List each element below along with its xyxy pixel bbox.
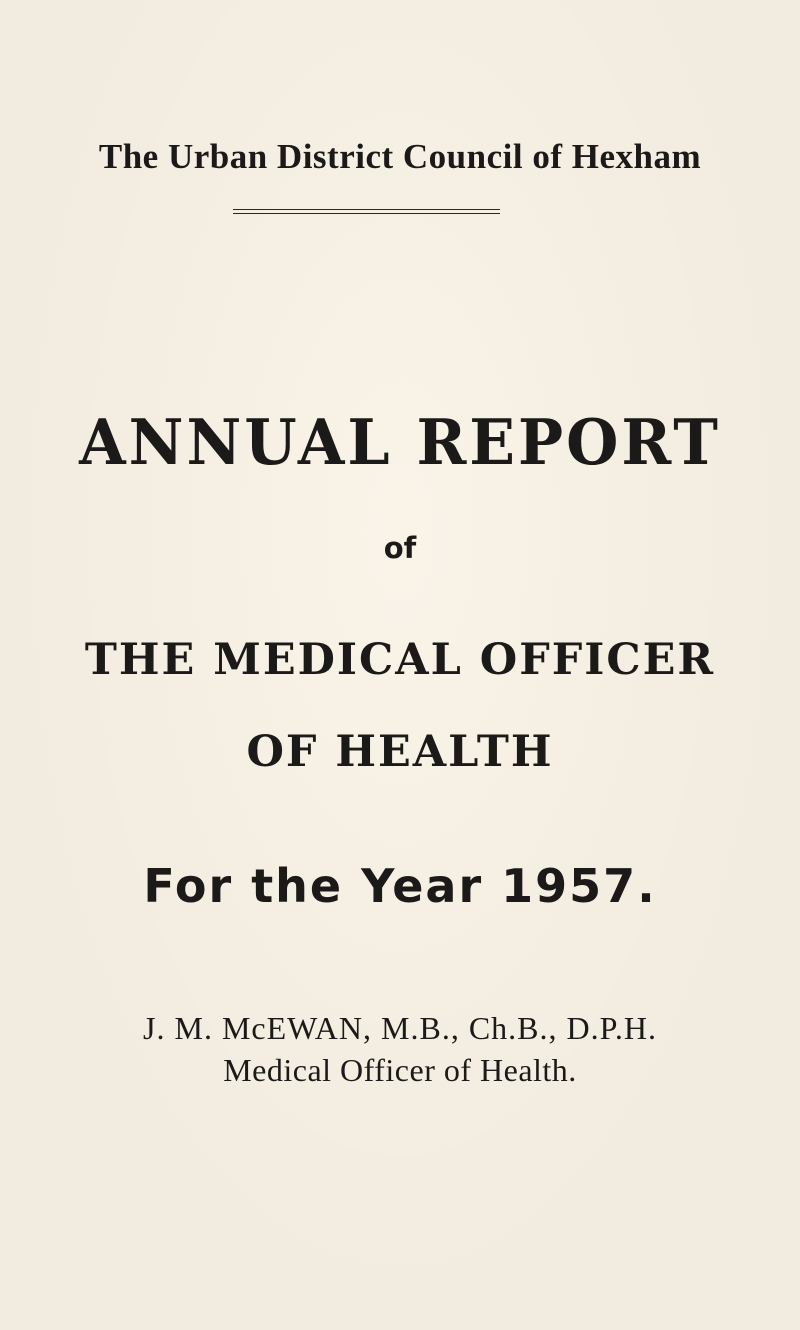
council-name: The Urban District Council of Hexham — [98, 137, 702, 176]
subject-line-2: OF HEALTH — [246, 727, 554, 777]
title-connector: of — [383, 531, 417, 565]
author-role: Medical Officer of Health. — [223, 1052, 577, 1088]
report-year: For the Year 1957. — [143, 859, 657, 913]
author-name: J. M. McEWAN, M.B., Ch.B., D.P.H. — [143, 1010, 657, 1046]
report-title: ANNUAL REPORT — [79, 406, 721, 480]
double-rule-divider — [233, 209, 500, 214]
subject-line-1: THE MEDICAL OFFICER — [84, 635, 716, 685]
